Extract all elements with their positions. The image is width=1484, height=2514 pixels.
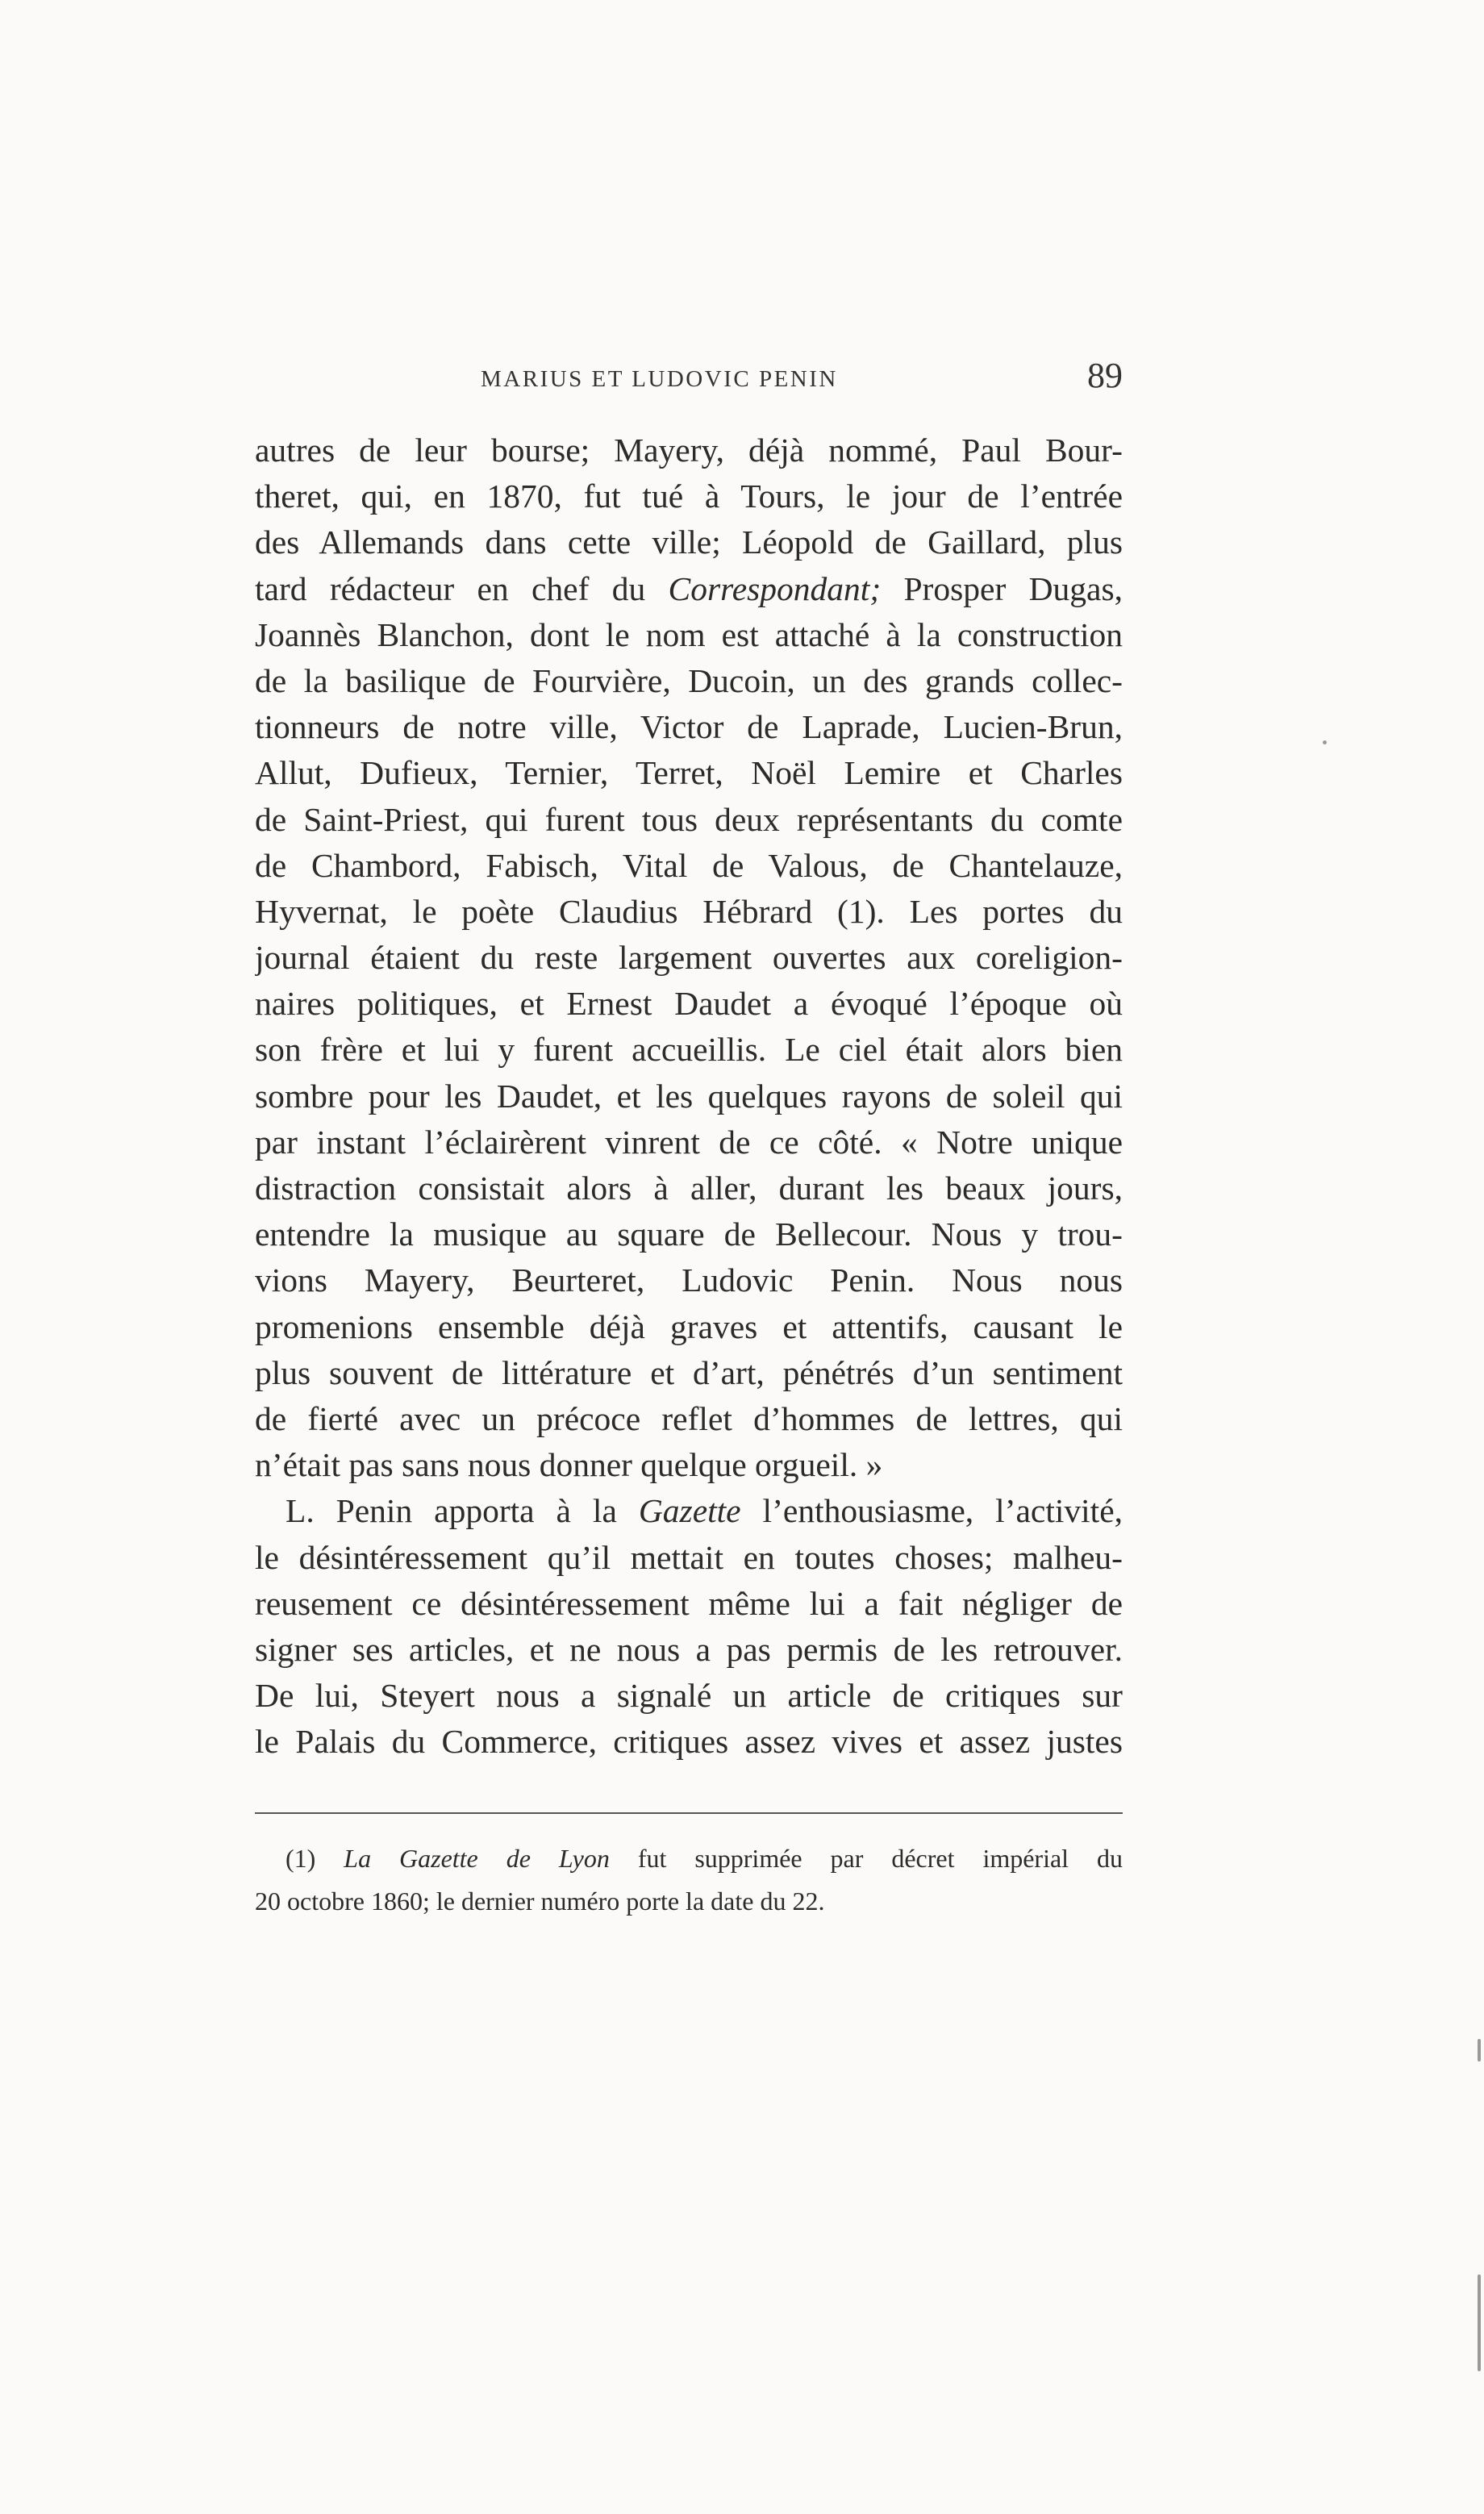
text-line: reusement ce désintéressement même lui a fait négliger de xyxy=(255,1584,1123,1622)
text-line: de fierté avec un précoce reflet d’hommes de lettres, qui xyxy=(255,1399,1123,1437)
text-line: autres de leur bourse; Mayery, déjà nommé, Paul Bour- xyxy=(255,432,1123,469)
text-line: promenions ensemble déjà graves et attentifs, causant le xyxy=(255,1307,1123,1345)
scan-speck xyxy=(1323,740,1327,744)
footnotes xyxy=(255,1837,1123,1923)
footnote-rule xyxy=(255,1812,1123,1814)
footnote-line: (1) La Gazette de Lyon fut supprimée par décret impérial du xyxy=(286,1844,1123,1873)
text-line: n’était pas sans nous donner quelque orgueil. » xyxy=(255,1446,883,1484)
scan-speck xyxy=(1478,2039,1481,2062)
footnote-line: 20 octobre 1860; le dernier numéro porte la date du 22. xyxy=(255,1887,825,1916)
text-line: par instant l’éclairèrent vinrent de ce côté. « Notre unique xyxy=(255,1123,1123,1161)
text-line: signer ses articles, et ne nous a pas permis de les retrouver. xyxy=(255,1630,1123,1668)
text-line: L. Penin apporta à la Gazette l’enthousiasme, l’activité, xyxy=(286,1492,1123,1530)
text-line: entendre la musique au square de Bellecour. Nous y trou- xyxy=(255,1215,1123,1253)
text-line: le Palais du Commerce, critiques assez vives et assez justes xyxy=(255,1723,1123,1761)
text-line: le désintéressement qu’il mettait en toutes choses; malheu- xyxy=(255,1538,1123,1576)
scan-speck xyxy=(1478,2274,1481,2371)
running-title: MARIUS ET LUDOVIC PENIN xyxy=(481,366,838,392)
text-line: son frère et lui y furent accueillis. Le ciel était alors bien xyxy=(255,1031,1123,1069)
text-line: Hyvernat, le poète Claudius Hébrard (1). Les portes du xyxy=(255,892,1123,930)
text-line: vions Mayery, Beurteret, Ludovic Penin. Nous nous xyxy=(255,1261,1123,1299)
page-number: 89 xyxy=(1087,356,1123,395)
journal-title-correspondant: Correspondant; xyxy=(668,569,882,607)
journal-title-gazette: Gazette xyxy=(638,1492,741,1530)
footnote-journal-title: La Gazette de Lyon xyxy=(344,1844,610,1873)
text-line: plus souvent de littérature et d’art, pénétrés d’un sentiment xyxy=(255,1353,1123,1391)
text-line: de la basilique de Fourvière, Ducoin, un des grands collec- xyxy=(255,661,1123,699)
text-line: journal étaient du reste largement ouvertes aux coreligion- xyxy=(255,939,1123,977)
text-line: sombre pour les Daudet, et les quelques rayons de soleil qui xyxy=(255,1077,1123,1115)
text-line: des Allemands dans cette ville; Léopold de Gaillard, plus xyxy=(255,523,1123,561)
text-line: tionneurs de notre ville, Victor de Laprade, Lucien-Brun, xyxy=(255,708,1123,746)
text-line: De lui, Steyert nous a signalé un article de critiques sur xyxy=(255,1677,1123,1715)
text-line: de Saint-Priest, qui furent tous deux représentants du comte xyxy=(255,800,1123,838)
text-line: theret, qui, en 1870, fut tué à Tours, le jour de l’entrée xyxy=(255,477,1123,515)
body-text xyxy=(255,427,1123,1765)
text-line: de Chambord, Fabisch, Vital de Valous, de Chantelauze, xyxy=(255,846,1123,884)
text-line: Allut, Dufieux, Ternier, Terret, Noël Lemire et Charles xyxy=(255,754,1123,792)
text-line: naires politiques, et Ernest Daudet a évoqué l’époque où xyxy=(255,985,1123,1023)
running-head xyxy=(255,355,1123,411)
text-line: distraction consistait alors à aller, durant les beaux jours, xyxy=(255,1169,1123,1207)
text-line: Joannès Blanchon, dont le nom est attaché à la construction xyxy=(255,615,1123,653)
text-line: tard rédacteur en chef du Correspondant; Prosper Dugas, xyxy=(255,569,1123,607)
